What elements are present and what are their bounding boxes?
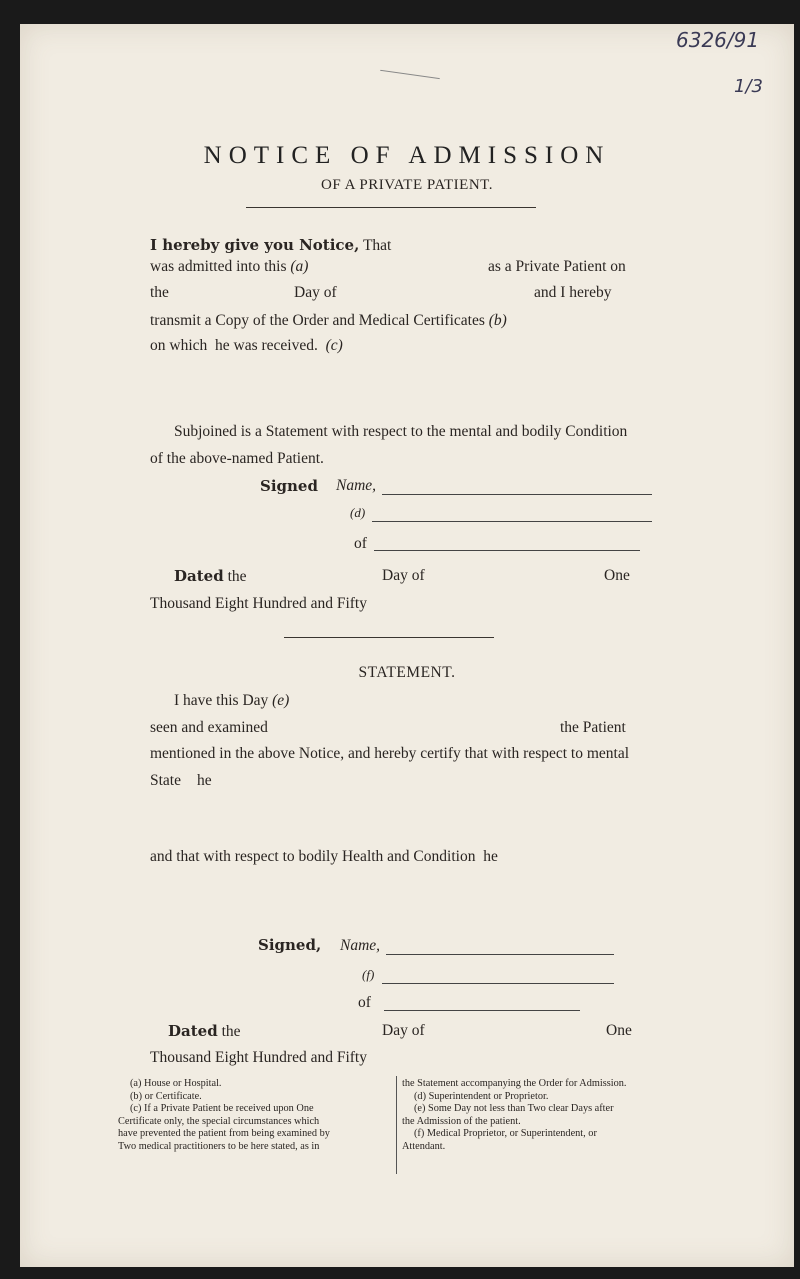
was-admitted-text: was admitted into this [150,258,287,275]
of-line-2 [384,1010,580,1011]
footnote-mark-d: (d) [350,505,366,520]
footnote-mark-a: (a) [290,258,309,275]
footnote-right-line: (f) Medical Proprietor, or Superintendent, or [414,1128,597,1140]
footnote-divider [396,1076,397,1174]
day-of-1: Day of [382,567,425,584]
footnote-left-line: have prevented the patient from being examined by [118,1128,330,1140]
notice-on-which [150,337,343,355]
handwritten-fraction: 1/3 [734,76,763,97]
footnote-left-line: (a) House or Hospital. [130,1078,222,1089]
page-subtitle: OF A PRIVATE PATIENT. [321,177,493,193]
notice-was-admitted [150,258,308,276]
bodily-text: and that with respect to bodily Health and Condition [150,848,476,865]
footnote-right-line: the Admission of the patient. [402,1115,521,1127]
on-which-text: on which [150,337,208,354]
footnote-mark-f: (f) [362,967,375,982]
title-line-2 [382,983,614,984]
handwritten-reference: 6326/91 [676,28,760,52]
name-line-1 [382,494,652,495]
of-label-2: of [358,994,371,1011]
name-label-2: Name, [340,937,381,954]
notice-opening: I hereby give you Notice, [150,236,360,254]
state-he: he [197,772,212,789]
footnote-mark-c: (c) [325,337,343,354]
dated-line-1 [174,567,247,586]
footnote-right-line: the Statement accompanying the Order for Admission. [402,1078,627,1089]
footnote-left-line: Two medical practitioners to be here stated, as in [118,1140,320,1152]
statement-heading: STATEMENT. [358,664,456,681]
one-2: One [606,1022,632,1039]
statement-line-1 [174,692,289,710]
signed-label-2: Signed, [258,936,322,954]
day-of-2: Day of [382,1022,425,1039]
he-was-received-text: he was received. [215,337,318,354]
footnote-right-line: Attendant. [402,1140,446,1152]
notice-line-1 [150,236,391,255]
thousand-2: Thousand Eight Hundred and Fifty [150,1049,367,1066]
pencil-mark [380,70,440,79]
thousand-1: Thousand Eight Hundred and Fifty [150,595,367,612]
footnote-left-line: Certificate only, the special circumstances which [118,1115,320,1127]
dated-label-1: Dated [174,567,224,585]
as-private-patient: as a Private Patient on [488,258,626,275]
section-rule [284,637,494,638]
footnote-right-line: (d) Superintendent or Proprietor. [414,1090,549,1102]
bodily-he: he [483,848,498,865]
of-line-1 [374,550,640,551]
transmit-text: transmit a Copy of the Order and Medical Certificates [150,312,485,329]
bodily-line [150,848,498,866]
notice-the: the [150,284,169,301]
signed-label-1: Signed [260,477,318,495]
one-1: One [604,567,630,584]
document-page [20,24,794,1267]
statement-line-3: mentioned in the above Notice, and hereby certify that with respect to mental [150,745,630,762]
have-this-day: I have this Day [174,692,269,709]
dated-line-2 [168,1022,241,1041]
dated-the-2: the [221,1023,241,1040]
notice-that: That [362,237,392,254]
footnotes-right [402,1078,672,1154]
dated-the-1: the [227,568,247,585]
footnote-mark-e: (e) [272,692,290,709]
seen-examined: seen and examined [150,719,268,736]
subjoined-line-1: Subjoined is a Statement with respect to the mental and bodily Condition [174,423,628,440]
notice-transmit [150,312,507,330]
name-line-2 [386,954,614,955]
notice-and-i-hereby: and I hereby [534,284,612,301]
footnote-right-line: (e) Some Day not less than Two clear Days after [414,1103,614,1115]
the-patient: the Patient [560,719,626,736]
footnote-mark-b: (b) [488,312,507,329]
notice-day-of: Day of [294,284,337,301]
footnote-left-line: (c) If a Private Patient be received upon One [130,1103,314,1115]
state-label: State [150,772,181,789]
subjoined-line-2: of the above-named Patient. [150,450,324,467]
dated-label-2: Dated [168,1022,218,1040]
page-title: NOTICE OF ADMISSION [203,142,611,169]
footnotes-left [118,1078,390,1154]
title-line-1 [372,521,652,522]
of-label-1: of [354,535,367,552]
name-label-1: Name, [336,477,377,494]
title-rule [246,207,536,208]
footnote-left-line: (b) or Certificate. [130,1090,202,1102]
